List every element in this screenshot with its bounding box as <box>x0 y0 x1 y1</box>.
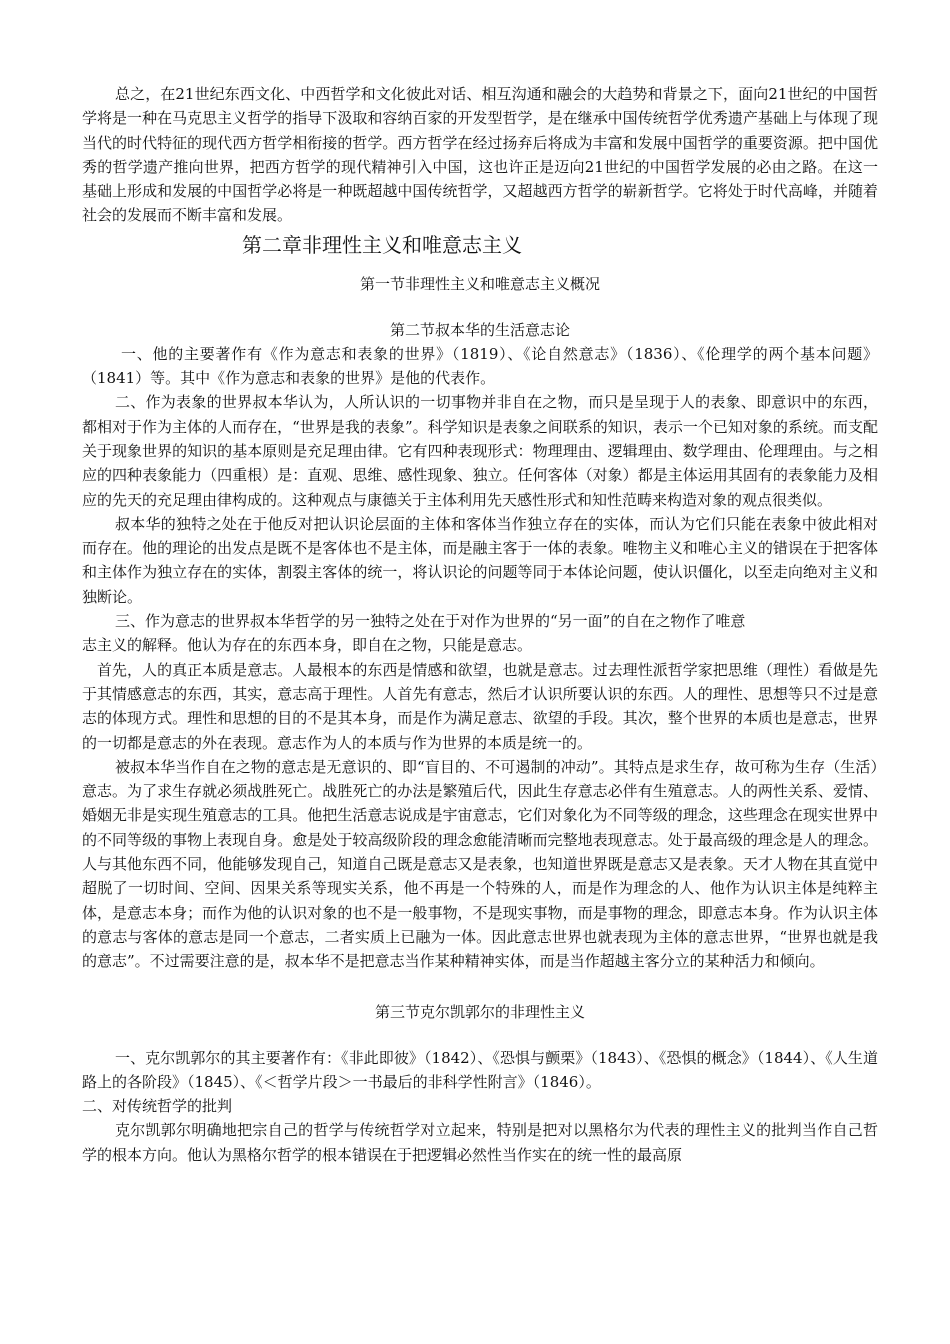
section-2-title: 第二节叔本华的生活意志论 <box>389 320 570 339</box>
section-2-paragraph: 二、作为表象的世界叔本华认为，人所认识的一切事物并非自在之物，而只是呈现于人的表象、即意识中的东西，都相对于作为主体的人而存在，“世界是我的表象”。科学知识是表象之间联系的知识，表示一个已知对象的系统。而支配关于现象世界的知识的基本原则是充足理由律。它有四种表现形式：物理理由、逻辑理由、数学理由、伦理理由。与之相应的四种表象能力（四重根）是：直观、思维、感性现象、独立。任何客体（对象）都是主体运用其固有的表象能力及相应的先天的充足理由律构成的。这种观点与康德关于主体利用先天感性形式和知性范畴来构造对象的观点很类似。 <box>82 393 878 509</box>
section-3-title: 第三节克尔凯郭尔的非理性主义 <box>374 1002 585 1021</box>
section-2-paragraph: 被叔本华当作自在之物的意志是无意识的、即“盲目的、不可遏制的冲动”。其特点是求生存，故可称为生存（生活）意志。为了求生存就必须战胜死亡。战胜死亡的办法是繁殖后代，因此生存意志必伴有生殖意志。人的两性关系、爱情、婚姻无非是实现生殖意志的工具。他把生活意志说成是宇宙意志，它们对象化为不同等级的理念，这些理念在现实世界中的不同等级的事物上表现自身。愈是处于较高级阶段的理念愈能清晰而完整地表现意志。处于最高级的理念是人的理念。人与其他东西不同，他能够发现自己，知道自己既是意志又是表象，也知道世界既是意志又是表象。天才人物在其直觉中超脱了一切时间、空间、因果关系等现实关系，他不再是一个特殊的人，而是作为理念的人、他作为认识主体是纯粹主体，是意志本身；而作为他的认识对象的也不是一般事物，不是现实事物，而是事物的理念，即意志本身。作为认识主体的意志与客体的意志是同一个意志，二者实质上已融为一体。因此意志世界也就表现为主体的意志世界，“世界也就是我的意志”。不过需要注意的是，叔本华不是把意志当作某种精神实体，而是当作超越主客分立的某种活力和倾向。 <box>82 757 878 971</box>
intro-paragraph: 总之，在21世纪东西文化、中西哲学和文化彼此对话、相互沟通和融会的大趋势和背景之下，面向21世纪的中国哲学将是一种在马克思主义哲学的指导下汲取和容纳百家的开发型哲学，是在继承中国传统哲学优秀遗产基础上与体现了现当代的时代特征的现代西方哲学相衔接的哲学。西方哲学在经过扬弃后将成为丰富和发展中国哲学的重要资源。把中国优秀的哲学遗产推向世界，把西方哲学的现代精神引入中国，这也许正是迈向21世纪的中国哲学发展的必由之路。在这一基础上形成和发展的中国哲学必将是一种既超越中国传统哲学，又超越西方哲学的崭新哲学。它将处于时代高峰，并随着社会的发展而不断丰富和发展。 <box>82 85 878 225</box>
section-2-paragraph: 首先，人的真正本质是意志。人最根本的东西是情感和欲望，也就是意志。过去理性派哲学家把思维（理性）看做是先于其情感意志的东西，其实，意志高于理性。人首先有意志，然后才认识所要认识的东西。人的理性、思想等只不过是意志的体现方式。理性和思想的目的不是其本身，而是作为满足意志、欲望的手段。其次，整个世界的本质也是意志，世界的一切都是意志的外在表现。意志作为人的本质与作为世界的本质是统一的。 <box>82 660 878 752</box>
section-2-paragraph: 一、他的主要著作有《作为意志和表象的世界》（1819）、《论自然意志》（1836）、《伦理学的两个基本问题》（1841）等。其中《作为意志和表象的世界》是他的代表作。 <box>82 344 878 388</box>
document-page <box>82 82 878 1167</box>
section-3-subheading: 二、对传统哲学的批判 <box>82 1097 233 1116</box>
section-3-paragraph: 一、克尔凯郭尔的其主要著作有：《非此即彼》（1842）、《恐惧与颤栗》（1843）、《恐惧的概念》（1844）、《人生道路上的各阶段》（1845）、《＜哲学片段＞一书最后的非科学性附言》（1846）。 <box>82 1048 878 1091</box>
chapter-title: 第二章非理性主义和唯意志主义 <box>242 232 522 257</box>
section-2-paragraph: 志主义的解释。他认为存在的东西本身，即自在之物，只能是意志。 <box>82 636 533 655</box>
section-2-paragraph: 叔本华的独特之处在于他反对把认识论层面的主体和客体当作独立存在的实体，而认为它们只能在表象中彼此相对而存在。他的理论的出发点是既不是客体也不是主体，而是融主客于一体的表象。唯物主义和唯心主义的错误在于把客体和主体作为独立存在的实体，割裂主客体的统一，将认识论的问题等同于本体论问题，使认识僵化，以至走向绝对主义和独断论。 <box>82 514 878 606</box>
section-1-title: 第一节非理性主义和唯意志主义概况 <box>359 274 600 293</box>
section-3-paragraph: 克尔凯郭尔明确地把宗自己的哲学与传统哲学对立起来，特别是把对以黑格尔为代表的理性主义的批判当作自己哲学的根本方向。他认为黑格尔哲学的根本错误在于把逻辑必然性当作实在的统一性的最高原 <box>82 1121 878 1164</box>
section-2-paragraph: 三、作为意志的世界叔本华哲学的另一独特之处在于对作为世界的“另一面”的自在之物作了唯意 <box>115 612 746 631</box>
